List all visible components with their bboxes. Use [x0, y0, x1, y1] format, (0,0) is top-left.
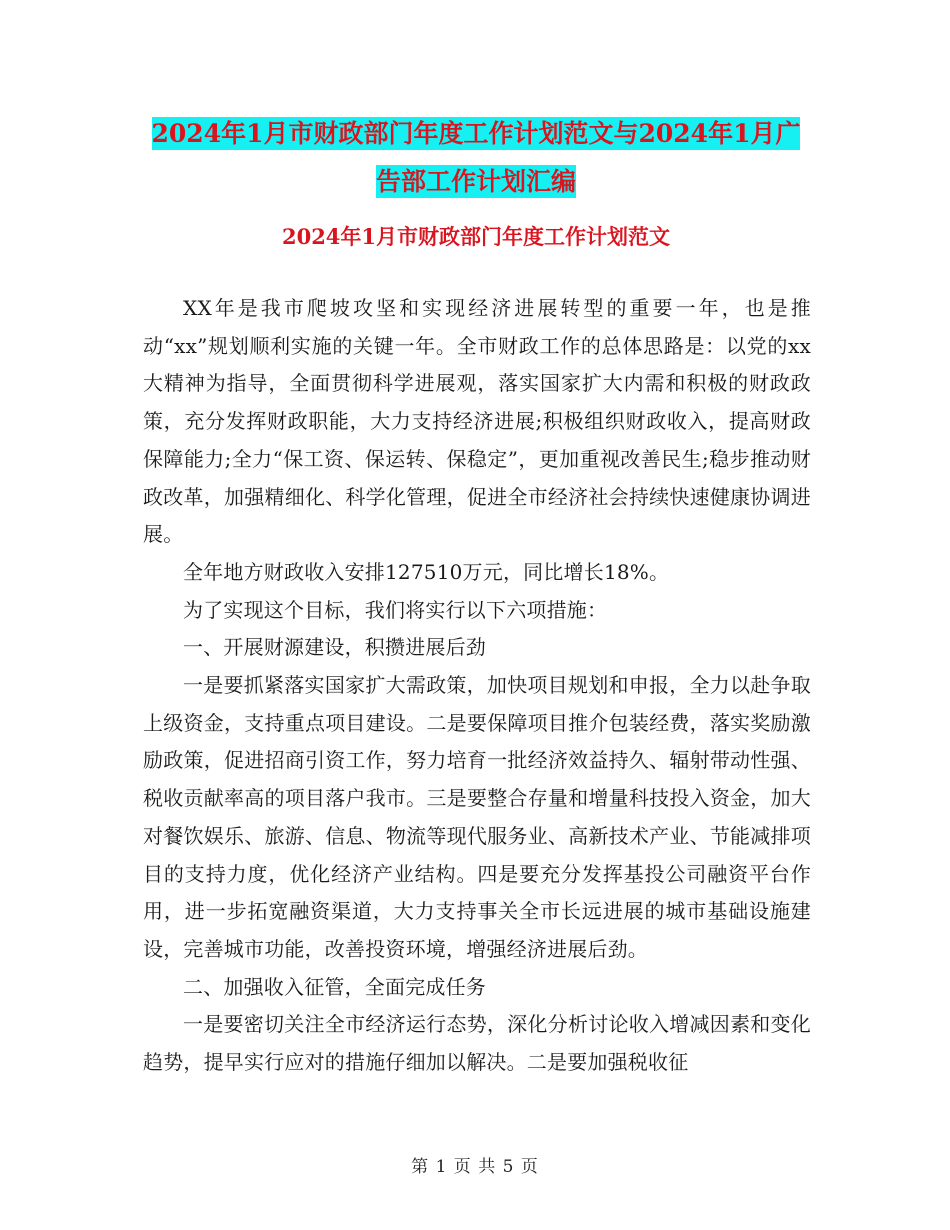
paragraph: 一是要抓紧落实国家扩大需政策，加快项目规划和申报，全力以赴争取上级资金，支持重点项目建设。二是要保障项目推介包装经费，落实奖励激励政策，促进招商引资工作，努力培育一批经济效益持久、辐射带动性强、税收贡献率高的项目落户我市。三是要整合存量和增量科技投入资金，加大对餐饮娱乐、旅游、信息、物流等现代服务业、高新技术产业、节能减排项目的支持力度，优化经济产业结构。四是要充分发挥基投公司融资平台作用，进一步拓宽融资渠道，大力支持事关全市长远进展的城市基础设施建设，完善城市功能，改善投资环境，增强经济进展后劲。 [143, 673, 811, 961]
document-body [143, 290, 811, 1082]
document-title-text: 2024年1月市财政部门年度工作计划范文与2024年1月广告部工作计划汇编 [151, 119, 801, 196]
page-footer: 第 1 页 共 5 页 [411, 1157, 539, 1177]
paragraph: 为了实现这个目标，我们将实行以下六项措施： [183, 597, 608, 622]
paragraph-heading: 二、加强收入征管，全面完成任务 [183, 974, 486, 999]
paragraph: 一是要密切关注全市经济运行态势，深化分析讨论收入增减因素和变化趋势，提早实行应对的措施仔细加以解决。二是要加强税收征 [143, 1012, 811, 1075]
document-title [140, 110, 812, 206]
paragraph: XX年是我市爬坡攻坚和实现经济进展转型的重要一年，也是推动“xx”规划顺利实施的关键一年。全市财政工作的总体思路是：以党的xx大精神为指导，全面贯彻科学进展观，落实国家扩大内需和积极的财政政策，充分发挥财政职能，大力支持经济进展;积极组织财政收入，提高财政保障能力;全力“保工资、保运转、保稳定”，更加重视改善民生;稳步推动财政改革，加强精细化、科学化管理，促进全市经济社会持续快速健康协调进展。 [143, 296, 811, 547]
paragraph-heading: 一、开展财源建设，积攒进展后劲 [183, 635, 486, 660]
paragraph: 全年地方财政收入安排127510万元，同比增长18%。 [183, 559, 670, 584]
section-title: 2024年1月市财政部门年度工作计划范文 [281, 224, 671, 249]
